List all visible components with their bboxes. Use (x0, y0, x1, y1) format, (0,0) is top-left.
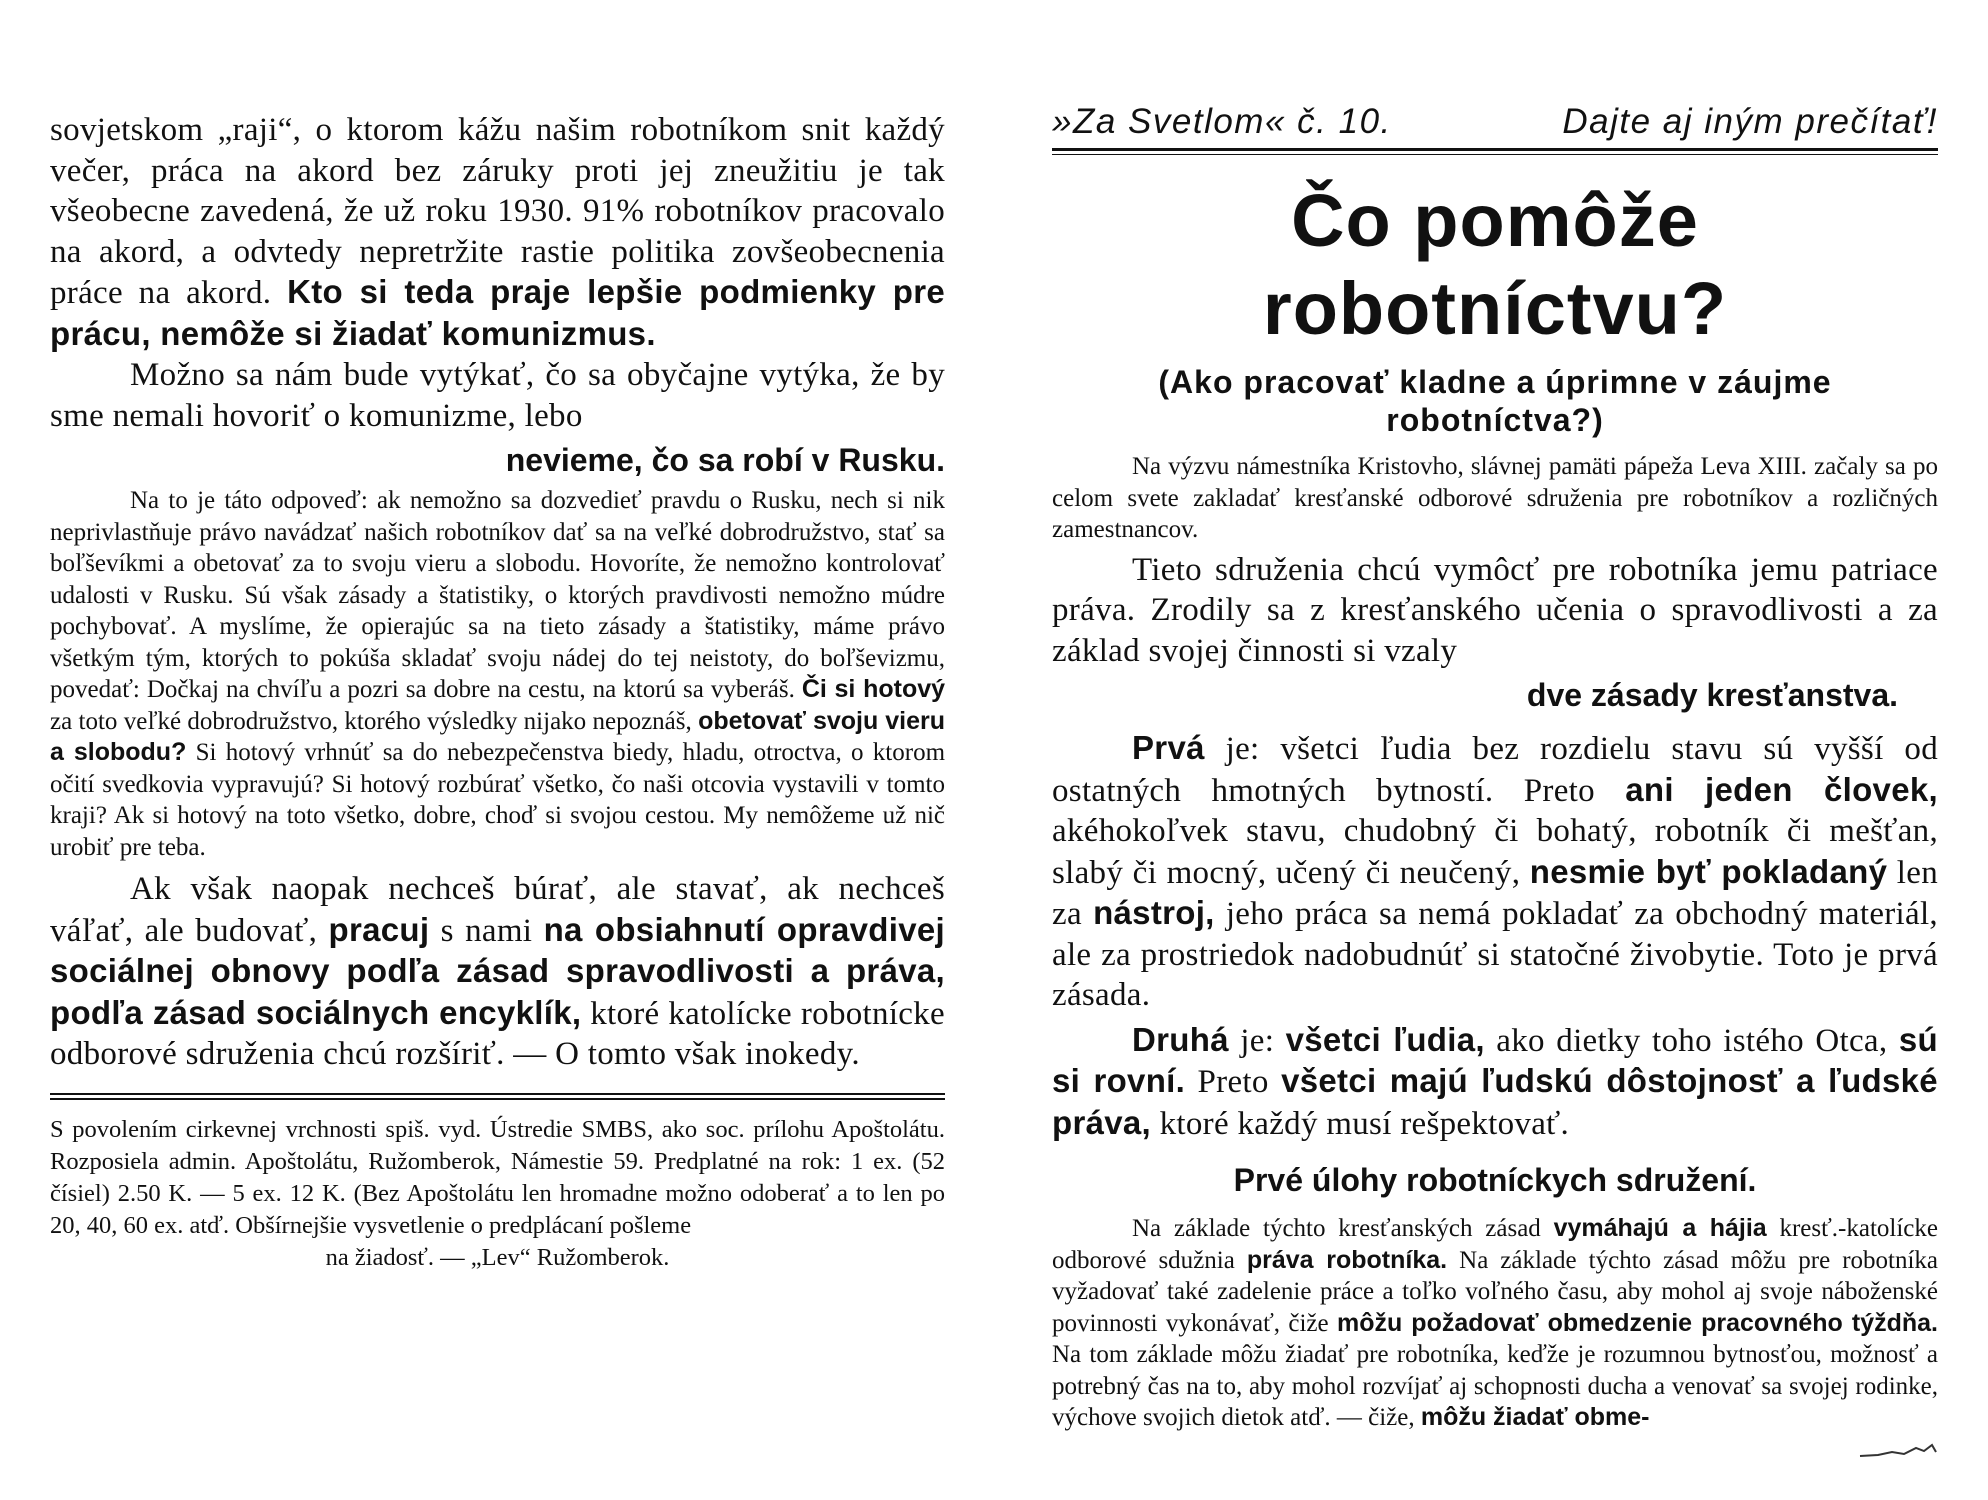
left-p4-bold-b: pracuj (328, 910, 430, 948)
r-p4-bold-a: Druhá (1132, 1020, 1229, 1058)
right-paragraph-3 (1052, 728, 1938, 1016)
r-p3-text-h: jeho práca sa nemá pokladať za obchodný materiál, ale za prostriedok nadobudnúť si statočné živobytie. Toto je prvá zásada. (1052, 896, 1938, 1013)
r-p3-bold-a: Prvá (1132, 729, 1205, 766)
left-p1-text: sovjetskom „raji“, o ktorom kážu našim robotníkom snit každý večer, práca na akord bez záruky proti jej zneužitiu je tak všeobecne zavedená, že už roku 1930. 91% robotníkov pracovalo na akord, a odvtedy nepretržite rastie politika zovšeobecnenia práce na akord. (50, 112, 945, 311)
right-page (1052, 102, 1938, 1434)
r-p5-text-g: Na tom základe môžu žiadať pre robotníka, keďže je rozumnou bytnosťou, možnosť a potrebný čas na to, aby mohol rozvíjať aj schopnosti ducha a venovať sa svojej rodinke, výchove svojich dietok atď. — čiže, (1052, 1341, 1938, 1431)
right-paragraph-2: Tieto sdruženia chcú vymôcť pre robotníka jemu patriace práva. Zrodily sa z kresťanského učenia o spravodlivosti a za základ svojej činnosti si vzaly (1052, 551, 1938, 669)
r-p5-bold-f: môžu požadovať obmedzenie pracovného týždňa. (1336, 1308, 1938, 1337)
r-p4-text-d: ako dietky toho istého Otca, (1496, 1022, 1888, 1059)
r-p4-bold-e: sú si rovní. (1052, 1020, 1938, 1099)
right-paragraph-4 (1052, 1020, 1938, 1145)
running-header (1052, 102, 1938, 148)
r-p5-bold-h: môžu žiadať obme- (1420, 1403, 1650, 1431)
left-p4-text-c: s nami (440, 912, 533, 949)
r-p5-text-e: Na základe týchto zásad môžu pre robotníka vyžadovať také zadelenie práce a toľko voľného času, aby mohol aj svoje náboženské povinnosti vykonávať, čiže (1052, 1246, 1939, 1337)
heading-first-tasks: Prvé úlohy robotníckych sdružení. (1233, 1162, 1757, 1198)
r-p3-text-f: len za (1052, 854, 1938, 932)
left-p3-text-e: Si hotový vrhnúť sa do nebezpečenstva biedy, hladu, otroctva, o ktorom očití svedkovia vypravujú? Si hotový rozbúrať všetko, čo naši otcovia vystavili v tomto kraji? Ak si hotový na toto všetko, dobre, choď si svojou cestou. My nemôžeme už nič urobiť pre teba. (50, 739, 946, 861)
right-paragraph-1: Na výzvu námestníka Kristovho, slávnej pamäti pápeža Leva XIII. začaly sa po celom svete zakladať kresťanské odborové sdruženia pre robotníkov a rozličných zamestnancov. (1052, 453, 1938, 543)
imprint-divider (50, 1093, 945, 1100)
left-page (50, 110, 945, 1274)
left-paragraph-2: Možno sa nám bude vytýkať, čo sa obyčajne vytýka, že by sme nemali hovoriť o komunizme, lebo (50, 357, 945, 434)
r-p3-bold-c: ani jeden človek, (1625, 770, 1938, 808)
left-paragraph-1 (50, 110, 945, 355)
issue-label: »Za Svetlom« č. 10. (1052, 102, 1392, 141)
r-p4-text-f: Preto (1197, 1064, 1269, 1100)
r-p3-bold-g: nástroj, (1093, 894, 1215, 931)
left-p3-bold-b: Či si hotový (801, 675, 946, 703)
left-paragraph-4 (50, 869, 945, 1075)
left-p4-text-a: Ak však naopak nechceš búrať, ale stavať, ak nechceš váľať, ale budovať, (50, 871, 945, 949)
share-note: Dajte aj iným prečítať! (1562, 102, 1938, 141)
left-p1-bold: Kto si teda praje lepšie podmienky pre prácu, nemôže si žiadať komunizmus. (50, 273, 946, 352)
r-p5-text-c: kresť.-katolícke odborové sdužnia (1052, 1215, 1938, 1274)
r-p5-bold-b: vymáhajú a hájia (1553, 1214, 1767, 1242)
r-p4-text-b: je: (1240, 1022, 1275, 1059)
r-p3-text-d: akéhokoľvek stavu, chudobný či bohatý, robotník či mešťan, slabý či mocný, učený či neučený, (1052, 813, 1938, 891)
r-p4-bold-g: všetci majú ľudskú dôstojnosť a ľudské práva, (1052, 1062, 1938, 1141)
left-p3-bold-d: obetovať svoju vieru a slobodu? (50, 706, 946, 766)
r-p4-bold-c: všetci ľudia, (1285, 1020, 1485, 1058)
left-p3-text-c: za toto veľké dobrodružstvo, ktorého výsledky nijako nepoznáš, (50, 707, 692, 735)
left-p4-bold-d: na obsiahnutí opravdivej sociálnej obnovy podľa zásad spravodlivosti a práva, podľa zásad sociálnych encyklík, (50, 910, 945, 1031)
r-p5-text-a: Na základe týchto kresťanských zásad (1132, 1215, 1541, 1242)
article-title: Čo pomôže robotníctvu? (1262, 179, 1728, 350)
ink-smudge-mark (1858, 1442, 1938, 1460)
heading-two-principles: dve zásady kresťanstva. (1526, 677, 1898, 713)
left-p4-text-e: ktoré katolícke robotnícke odborové sdruženia chcú rozšíriť. — O tomto však inokedy. (50, 995, 945, 1072)
right-paragraph-5 (1052, 1213, 1938, 1434)
left-p3-text-a: Na to je táto odpoveď: ak nemožno sa dozvedieť pravdu o Rusku, nech si nik neprivlastňuje právo navádzať našich robotníkov dať sa na veľké dobrodružstvo, stať sa boľševíkmi a obetovať za to svoju vieru a slobodu. Hovoríte, že nemožno kontrolovať udalosti v Rusku. Sú však zásady a štatistiky, o ktorých pravdivosti nemožno múdre pochybovať. A myslíme, že opierajúc sa na tieto zásady a štatistiky, máme právo všetkým tým, ktorých to pokúša skladať svoju nádej do tej neistoty, do boľševizmu, povedať: Dočkaj na chvíľu a pozri sa dobre na cestu, na ktorú sa vyberáš. (50, 487, 945, 703)
r-p3-text-b: je: všetci ľudia bez rozdielu stavu sú vyšší od ostatných hmotných bytností. Preto (1052, 731, 1938, 809)
r-p4-text-h: ktoré každý musí rešpektovať. (1159, 1105, 1570, 1142)
left-paragraph-3 (50, 485, 945, 863)
left-heading-rusko: nevieme, čo sa robí v Rusku. (505, 442, 945, 478)
r-p5-bold-d: práva robotníka. (1246, 1245, 1448, 1274)
article-subtitle: (Ako pracovať kladne a úprimne v záujme robotníctva?) (1158, 364, 1832, 438)
r-p3-bold-e: nesmie byť pokladaný (1529, 852, 1888, 890)
header-rule (1052, 148, 1938, 155)
imprint-last-line: na žiadosť. — „Lev“ Ružomberok. (325, 1243, 670, 1271)
imprint-text: S povolením cirkevnej vrchnosti spiš. vyd. Ústredie SMBS, ako soc. prílohu Apoštolátu. Rozposiela admin. Apoštolátu, Ružomberok, Námestie 59. Predplatné na rok: 1 ex. (52 čísiel) 2.50 K. — 5 ex. 12 K. (Bez Apoštolátu len hromadne možno odoberať a to len po 20, 40, 60 ex. atď. Obšírnejšie vysvetlenie o predplácaní pošleme (50, 1115, 945, 1239)
